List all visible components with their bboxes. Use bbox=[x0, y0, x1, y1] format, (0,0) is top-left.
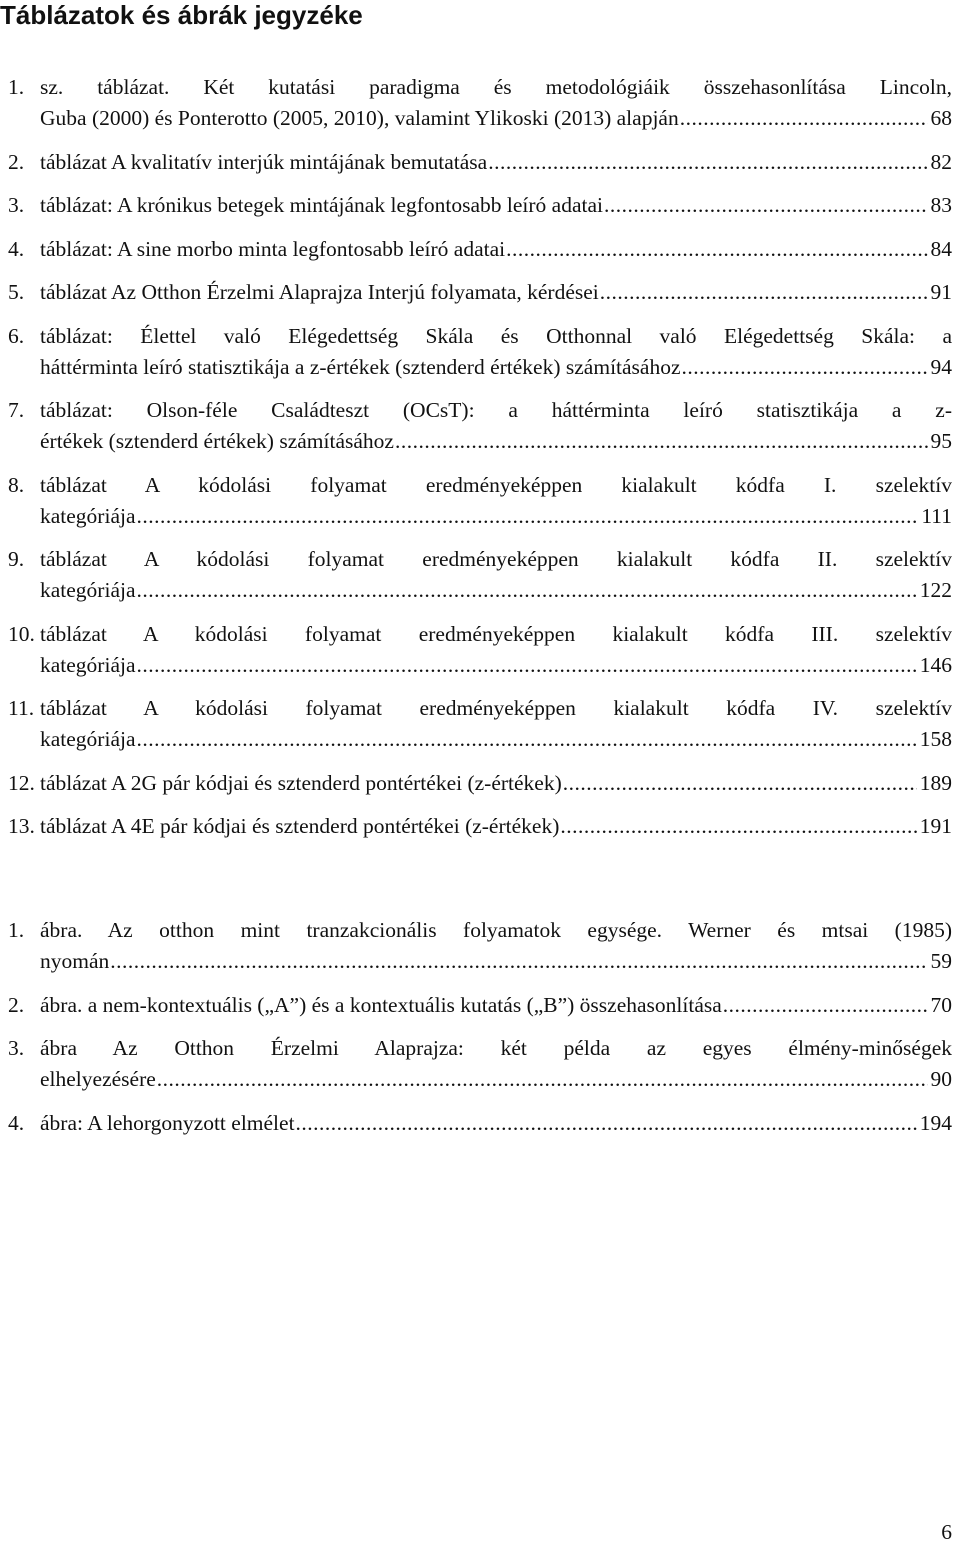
dot-leader bbox=[137, 724, 917, 755]
tables-entry-number: 12. bbox=[8, 770, 35, 795]
figures-entry-line bbox=[8, 1108, 952, 1139]
tables-entry-page: 68 bbox=[930, 106, 952, 130]
dot-leader bbox=[680, 103, 928, 134]
tables-entry-page: 82 bbox=[930, 149, 952, 174]
tables-entry-text: táblázat: Élettel való Elégedettség Skála és Otthonnal való Elégedettség Skála: a bbox=[40, 323, 952, 348]
tables-entry-page: 122 bbox=[919, 578, 952, 602]
figures-entry-number: 1. bbox=[8, 918, 25, 942]
figures-entry-number: 2. bbox=[8, 992, 25, 1017]
tables-entry-line bbox=[8, 395, 952, 426]
tables-entry-line bbox=[8, 693, 952, 724]
tables-entry-number: 8. bbox=[8, 472, 25, 497]
tables-entry-number: 13. bbox=[8, 814, 35, 838]
figures-entry[interactable] bbox=[8, 915, 952, 977]
tables-entry-text: Guba (2000) és Ponterotto (2005, 2010), valamint Ylikoski (2013) alapján bbox=[40, 106, 679, 130]
tables-entry-line bbox=[8, 352, 952, 383]
dot-leader bbox=[110, 946, 927, 977]
figures-entry-text: ábra Az Otthon Érzelmi Alaprajza: két példa az egyes élmény-minőségek bbox=[40, 1036, 952, 1060]
tables-entry-text: táblázat Az Otthon Érzelmi Alaprajza Interjú folyamata, kérdései bbox=[40, 280, 599, 304]
tables-entry-number: 7. bbox=[8, 398, 25, 422]
tables-entry-number: 4. bbox=[8, 236, 25, 261]
tables-entry-number: 6. bbox=[8, 323, 25, 348]
tables-entry-text: kategóriája bbox=[40, 652, 136, 677]
tables-entry-page: 158 bbox=[919, 727, 952, 751]
figures-entry[interactable] bbox=[8, 1108, 952, 1139]
figures-entry-text: nyomán bbox=[40, 949, 110, 973]
tables-entry[interactable] bbox=[8, 544, 952, 606]
tables-entry-line bbox=[8, 575, 952, 606]
tables-entry-line bbox=[8, 650, 952, 681]
figures-entry-page: 90 bbox=[930, 1067, 952, 1091]
tables-entry-line bbox=[8, 501, 952, 532]
tables-entry-page: 91 bbox=[930, 280, 952, 304]
tables-entry-text: táblázat A kódolási folyamat eredményeképpen kialakult kódfa IV. szelektív bbox=[40, 696, 952, 720]
figures-entry-line bbox=[8, 1064, 952, 1095]
tables-entry-text: táblázat A kódolási folyamat eredményeképpen kialakult kódfa I. szelektív bbox=[40, 472, 952, 497]
tables-entry[interactable] bbox=[8, 234, 952, 265]
dot-leader bbox=[488, 147, 927, 178]
tables-entry-number: 11. bbox=[8, 696, 35, 720]
tables-entry[interactable] bbox=[8, 768, 952, 799]
tables-entry[interactable] bbox=[8, 147, 952, 178]
tables-entry-text: kategóriája bbox=[40, 578, 136, 602]
dot-leader bbox=[604, 190, 928, 221]
dot-leader bbox=[395, 426, 928, 457]
tables-entry-line bbox=[8, 426, 952, 457]
tables-entry[interactable] bbox=[8, 811, 952, 842]
tables-entry-line bbox=[8, 724, 952, 755]
tables-entry-line bbox=[8, 470, 952, 501]
figures-entry-line bbox=[8, 915, 952, 946]
figures-entry-page: 194 bbox=[919, 1110, 952, 1135]
tables-entry-number: 1. bbox=[8, 75, 25, 99]
dot-leader bbox=[600, 277, 928, 308]
figures-entry-text: ábra. Az otthon mint tranzakcionális folyamatok egysége. Werner és mtsai (1985) bbox=[40, 918, 952, 942]
figures-entry-text: ábra: A lehorgonyzott elmélet bbox=[40, 1110, 295, 1135]
dot-leader bbox=[506, 234, 927, 265]
tables-entry-line bbox=[8, 190, 952, 221]
figures-entry-number: 3. bbox=[8, 1036, 25, 1060]
tables-entry-page: 146 bbox=[919, 652, 952, 677]
tables-entry-number: 10. bbox=[8, 621, 35, 646]
dot-leader bbox=[137, 501, 919, 532]
figures-entry-line bbox=[8, 990, 952, 1021]
tables-entry-text: háttérminta leíró statisztikája a z-értékek (sztenderd értékek) számításához bbox=[40, 354, 681, 379]
figures-entry-text: ábra. a nem-kontextuális („A”) és a kontextuális kutatás („B”) összehasonlítása bbox=[40, 992, 722, 1017]
tables-entry-text: táblázat A 2G pár kódjai és sztenderd pontértékei (z-értékek) bbox=[40, 770, 562, 795]
tables-entry-text: kategóriája bbox=[40, 503, 136, 528]
page-title: Táblázatok és ábrák jegyzéke bbox=[0, 0, 363, 30]
figures-entry-number: 4. bbox=[8, 1110, 25, 1135]
figures-entry-text: elhelyezésére bbox=[40, 1067, 156, 1091]
tables-entry[interactable] bbox=[8, 470, 952, 532]
dot-leader bbox=[157, 1064, 928, 1095]
tables-entry-line bbox=[8, 544, 952, 575]
tables-entry-text: táblázat A 4E pár kódjai és sztenderd pontértékei (z-értékek) bbox=[40, 814, 560, 838]
tables-entry[interactable] bbox=[8, 321, 952, 383]
tables-entry-text: táblázat A kódolási folyamat eredményeképpen kialakult kódfa III. szelektív bbox=[40, 621, 952, 646]
tables-entry[interactable] bbox=[8, 277, 952, 308]
tables-entry-page: 94 bbox=[930, 354, 952, 379]
tables-entry-text: táblázat: Olson-féle Családteszt (OCsT): a háttérminta leíró statisztikája a z- bbox=[40, 398, 952, 422]
tables-entry-text: sz. táblázat. Két kutatási paradigma és metodológiáik összehasonlítása Lincoln, bbox=[40, 75, 952, 99]
figures-entry-line bbox=[8, 1033, 952, 1064]
tables-entry-text: táblázat A kvalitatív interjúk mintájának bemutatása bbox=[40, 149, 488, 174]
dot-leader bbox=[137, 650, 917, 681]
tables-entry-line bbox=[8, 234, 952, 265]
tables-entry[interactable] bbox=[8, 72, 952, 134]
tables-entry-page: 189 bbox=[919, 770, 952, 795]
tables-entry-page: 191 bbox=[919, 814, 952, 838]
dot-leader bbox=[137, 575, 917, 606]
tables-entry-page: 83 bbox=[930, 193, 952, 217]
tables-entry-line bbox=[8, 277, 952, 308]
figures-entry-line bbox=[8, 946, 952, 977]
tables-entry-text: táblázat: A krónikus betegek mintájának legfontosabb leíró adatai bbox=[40, 193, 603, 217]
dot-leader bbox=[296, 1108, 917, 1139]
tables-entry-line bbox=[8, 103, 952, 134]
tables-entry-text: táblázat A kódolási folyamat eredményeképpen kialakult kódfa II. szelektív bbox=[40, 547, 952, 571]
tables-entry-text: értékek (sztenderd értékek) számításához bbox=[40, 429, 394, 453]
tables-entry-page: 95 bbox=[930, 429, 952, 453]
dot-leader bbox=[682, 352, 928, 383]
tables-entry[interactable] bbox=[8, 395, 952, 457]
tables-entry-line bbox=[8, 147, 952, 178]
tables-entry-line bbox=[8, 619, 952, 650]
tables-entry-line bbox=[8, 768, 952, 799]
tables-entry[interactable] bbox=[8, 693, 952, 755]
tables-entry-number: 2. bbox=[8, 149, 25, 174]
tables-entry-number: 5. bbox=[8, 280, 25, 304]
tables-entry-line bbox=[8, 811, 952, 842]
tables-entry[interactable] bbox=[8, 190, 952, 221]
tables-entry-line bbox=[8, 72, 952, 103]
tables-entry-number: 9. bbox=[8, 547, 25, 571]
tables-entry-text: kategóriája bbox=[40, 727, 136, 751]
dot-leader bbox=[560, 811, 916, 842]
page-number: 6 bbox=[941, 1520, 952, 1544]
figures-entry[interactable] bbox=[8, 990, 952, 1021]
tables-entry-text: táblázat: A sine morbo minta legfontosabb leíró adatai bbox=[40, 236, 506, 261]
tables-entry-page: 111 bbox=[921, 503, 952, 528]
tables-entry-page: 84 bbox=[930, 236, 952, 261]
figures-entry-page: 59 bbox=[930, 949, 952, 973]
dot-leader bbox=[723, 990, 928, 1021]
dot-leader bbox=[563, 768, 917, 799]
tables-entry[interactable] bbox=[8, 619, 952, 681]
tables-entry-line bbox=[8, 321, 952, 352]
figures-entry[interactable] bbox=[8, 1033, 952, 1095]
tables-entry-number: 3. bbox=[8, 193, 25, 217]
figures-entry-page: 70 bbox=[930, 992, 952, 1017]
